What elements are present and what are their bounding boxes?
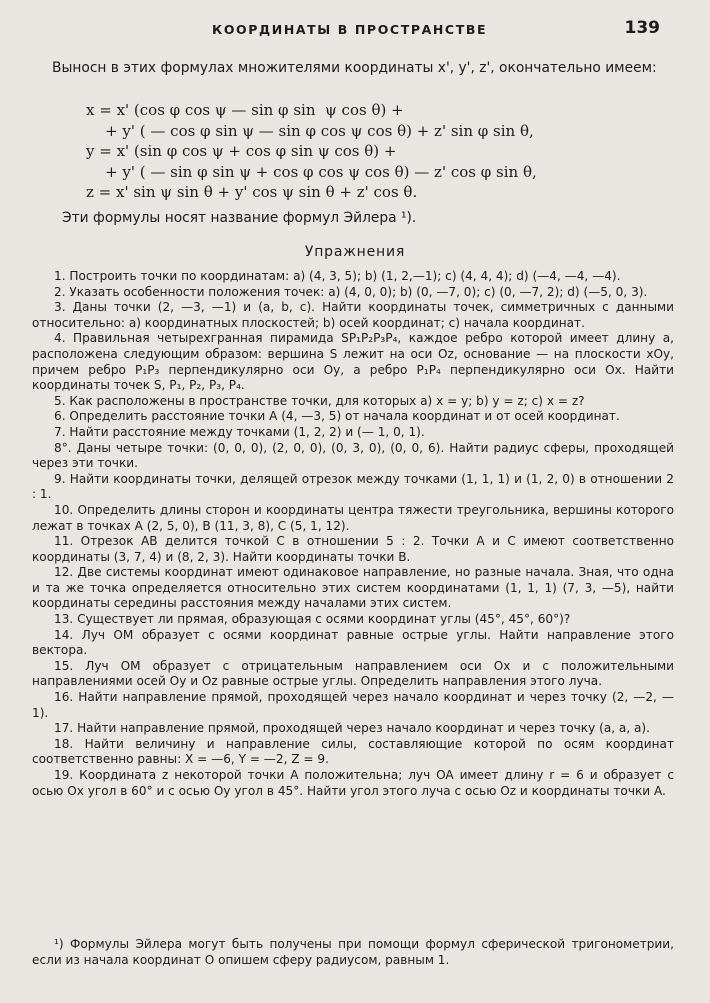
exercise-item: 15. Луч OM образует с отрицательным направлением оси Ox и с положительными направлениями осей Oy и Oz равные острые углы. Определить направления этого луча.: [32, 658, 674, 689]
formula-line: y = x' (sin φ cos ψ + cos φ sin ψ cos θ) +: [86, 142, 397, 160]
formula-line: + y' ( — sin φ sin ψ + cos φ cos ψ cos θ) — z' cos φ sin θ,: [86, 162, 537, 181]
intro-paragraph: Выносн в этих формулах множителями координаты x', y', z', окончательно имеем:: [52, 60, 657, 76]
exercise-item: 8°. Даны четыре точки: (0, 0, 0), (2, 0, 0), (0, 3, 0), (0, 0, 6). Найти радиус сферы, проходящей через эти точки.: [32, 440, 674, 471]
formula-line: + y' ( — cos φ sin ψ — sin φ cos ψ cos θ) + z' sin φ sin θ,: [86, 121, 534, 140]
running-head: КООРДИНАТЫ В ПРОСТРАНСТВЕ: [212, 22, 488, 37]
exercise-item: 18. Найти величину и направление силы, составляющие которой по осям координат соответственно равны: X = —6, Y = —2, Z = 9.: [32, 736, 674, 767]
exercise-item: 5. Как расположены в пространстве точки, для которых a) x = y; b) y = z; c) x = z?: [54, 393, 585, 408]
exercise-item: 13. Существует ли прямая, образующая с осями координат углы (45°, 45°, 60°)?: [54, 612, 571, 627]
exercise-item: 10. Определить длины сторон и координаты центра тяжести треугольника, вершины которого лежат в точках A (2, 5, 0), B (11, 3, 8), C (5, 1, 12).: [32, 502, 674, 533]
exercise-item: 9. Найти координаты точки, делящей отрезок между точками (1, 1, 1) и (1, 2, 0) в отношении 2 : 1.: [32, 471, 674, 502]
exercise-item: 1. Построить точки по координатам: a) (4, 3, 5); b) (1, 2,—1); c) (4, 4, 4); d) (—4, —4, —4).: [54, 269, 621, 283]
euler-formulas: [86, 100, 666, 203]
exercise-item: 2. Указать особенности положения точек: a) (4, 0, 0); b) (0, —7, 0); c) (0, —7, 2); d) (—5, 0, 3).: [54, 284, 648, 299]
page-number: 139: [624, 18, 660, 38]
page-header: [100, 18, 660, 42]
exercise-item: 12. Две системы координат имеют одинаковое направление, но разные начала. Зная, что одна и та же точка определяется относительно этих систем координатами (1, 1, 1) (7, 3, —5), найти координаты середины расстояния между началами этих систем.: [32, 565, 674, 611]
exercise-item: 7. Найти расстояние между точками (1, 2, 2) и (— 1, 0, 1).: [54, 424, 425, 439]
section-title: Упражнения: [304, 244, 406, 260]
formula-line: z = x' sin ψ sin θ + y' cos ψ sin θ + z' cos θ.: [86, 183, 418, 201]
exercise-item: 11. Отрезок AB делится точкой C в отношении 5 : 2. Точки A и C имеют соответственно координаты (3, 7, 4) и (8, 2, 3). Найти координаты точки B.: [32, 534, 674, 564]
footnote: ¹) Формулы Эйлера могут быть получены при помощи формул сферической тригонометрии, если из начала координат O опишем сферу радиусом, равным 1.: [32, 937, 674, 967]
exercise-item: 4. Правильная четырехгранная пирамида SP₁P₂P₃P₄, каждое ребро которой имеет длину a, расположена следующим образом: вершина S лежит на оси Oz, основание — на плоскости xOy, причем ребро P₁P₃ перпендикулярно оси Oy, а ребро P₁P₄ перпендикулярно оси Ox. Найти координаты точек S, P₁, P₂, P₃, P₄.: [32, 331, 674, 393]
exercise-item: 6. Определить расстояние точки A (4, —3, 5) от начала координат и от осей координат.: [54, 409, 620, 424]
exercise-item: 17. Найти направление прямой, проходящей через начало координат и через точку (a, a, a).: [54, 721, 650, 736]
exercise-item: 3. Даны точки (2, —3, —1) и (a, b, c). Найти координаты точек, симметричных с данными относительно: a) координатных плоскостей; b) осей координат; c) начала координат.: [32, 300, 674, 330]
outro-paragraph: Эти формулы носят название формул Эйлера ¹).: [62, 210, 417, 226]
exercise-item: 19. Координата z некоторой точки A положительна; луч OA имеет длину r = 6 и образует с осью Ox угол в 60° и с осью Oy угол в 45°. Найти угол этого луча с осью Oz и координаты точки A.: [32, 768, 674, 798]
formula-line: x = x' (cos φ cos ψ — sin φ sin ψ cos θ) +: [86, 101, 404, 119]
exercise-item: 14. Луч OM образует с осями координат равные острые углы. Найти направление этого вектора.: [32, 627, 674, 658]
exercise-item: 16. Найти направление прямой, проходящей через начало координат и через точку (2, —2, —1).: [32, 690, 674, 720]
exercise-list: [32, 269, 674, 799]
